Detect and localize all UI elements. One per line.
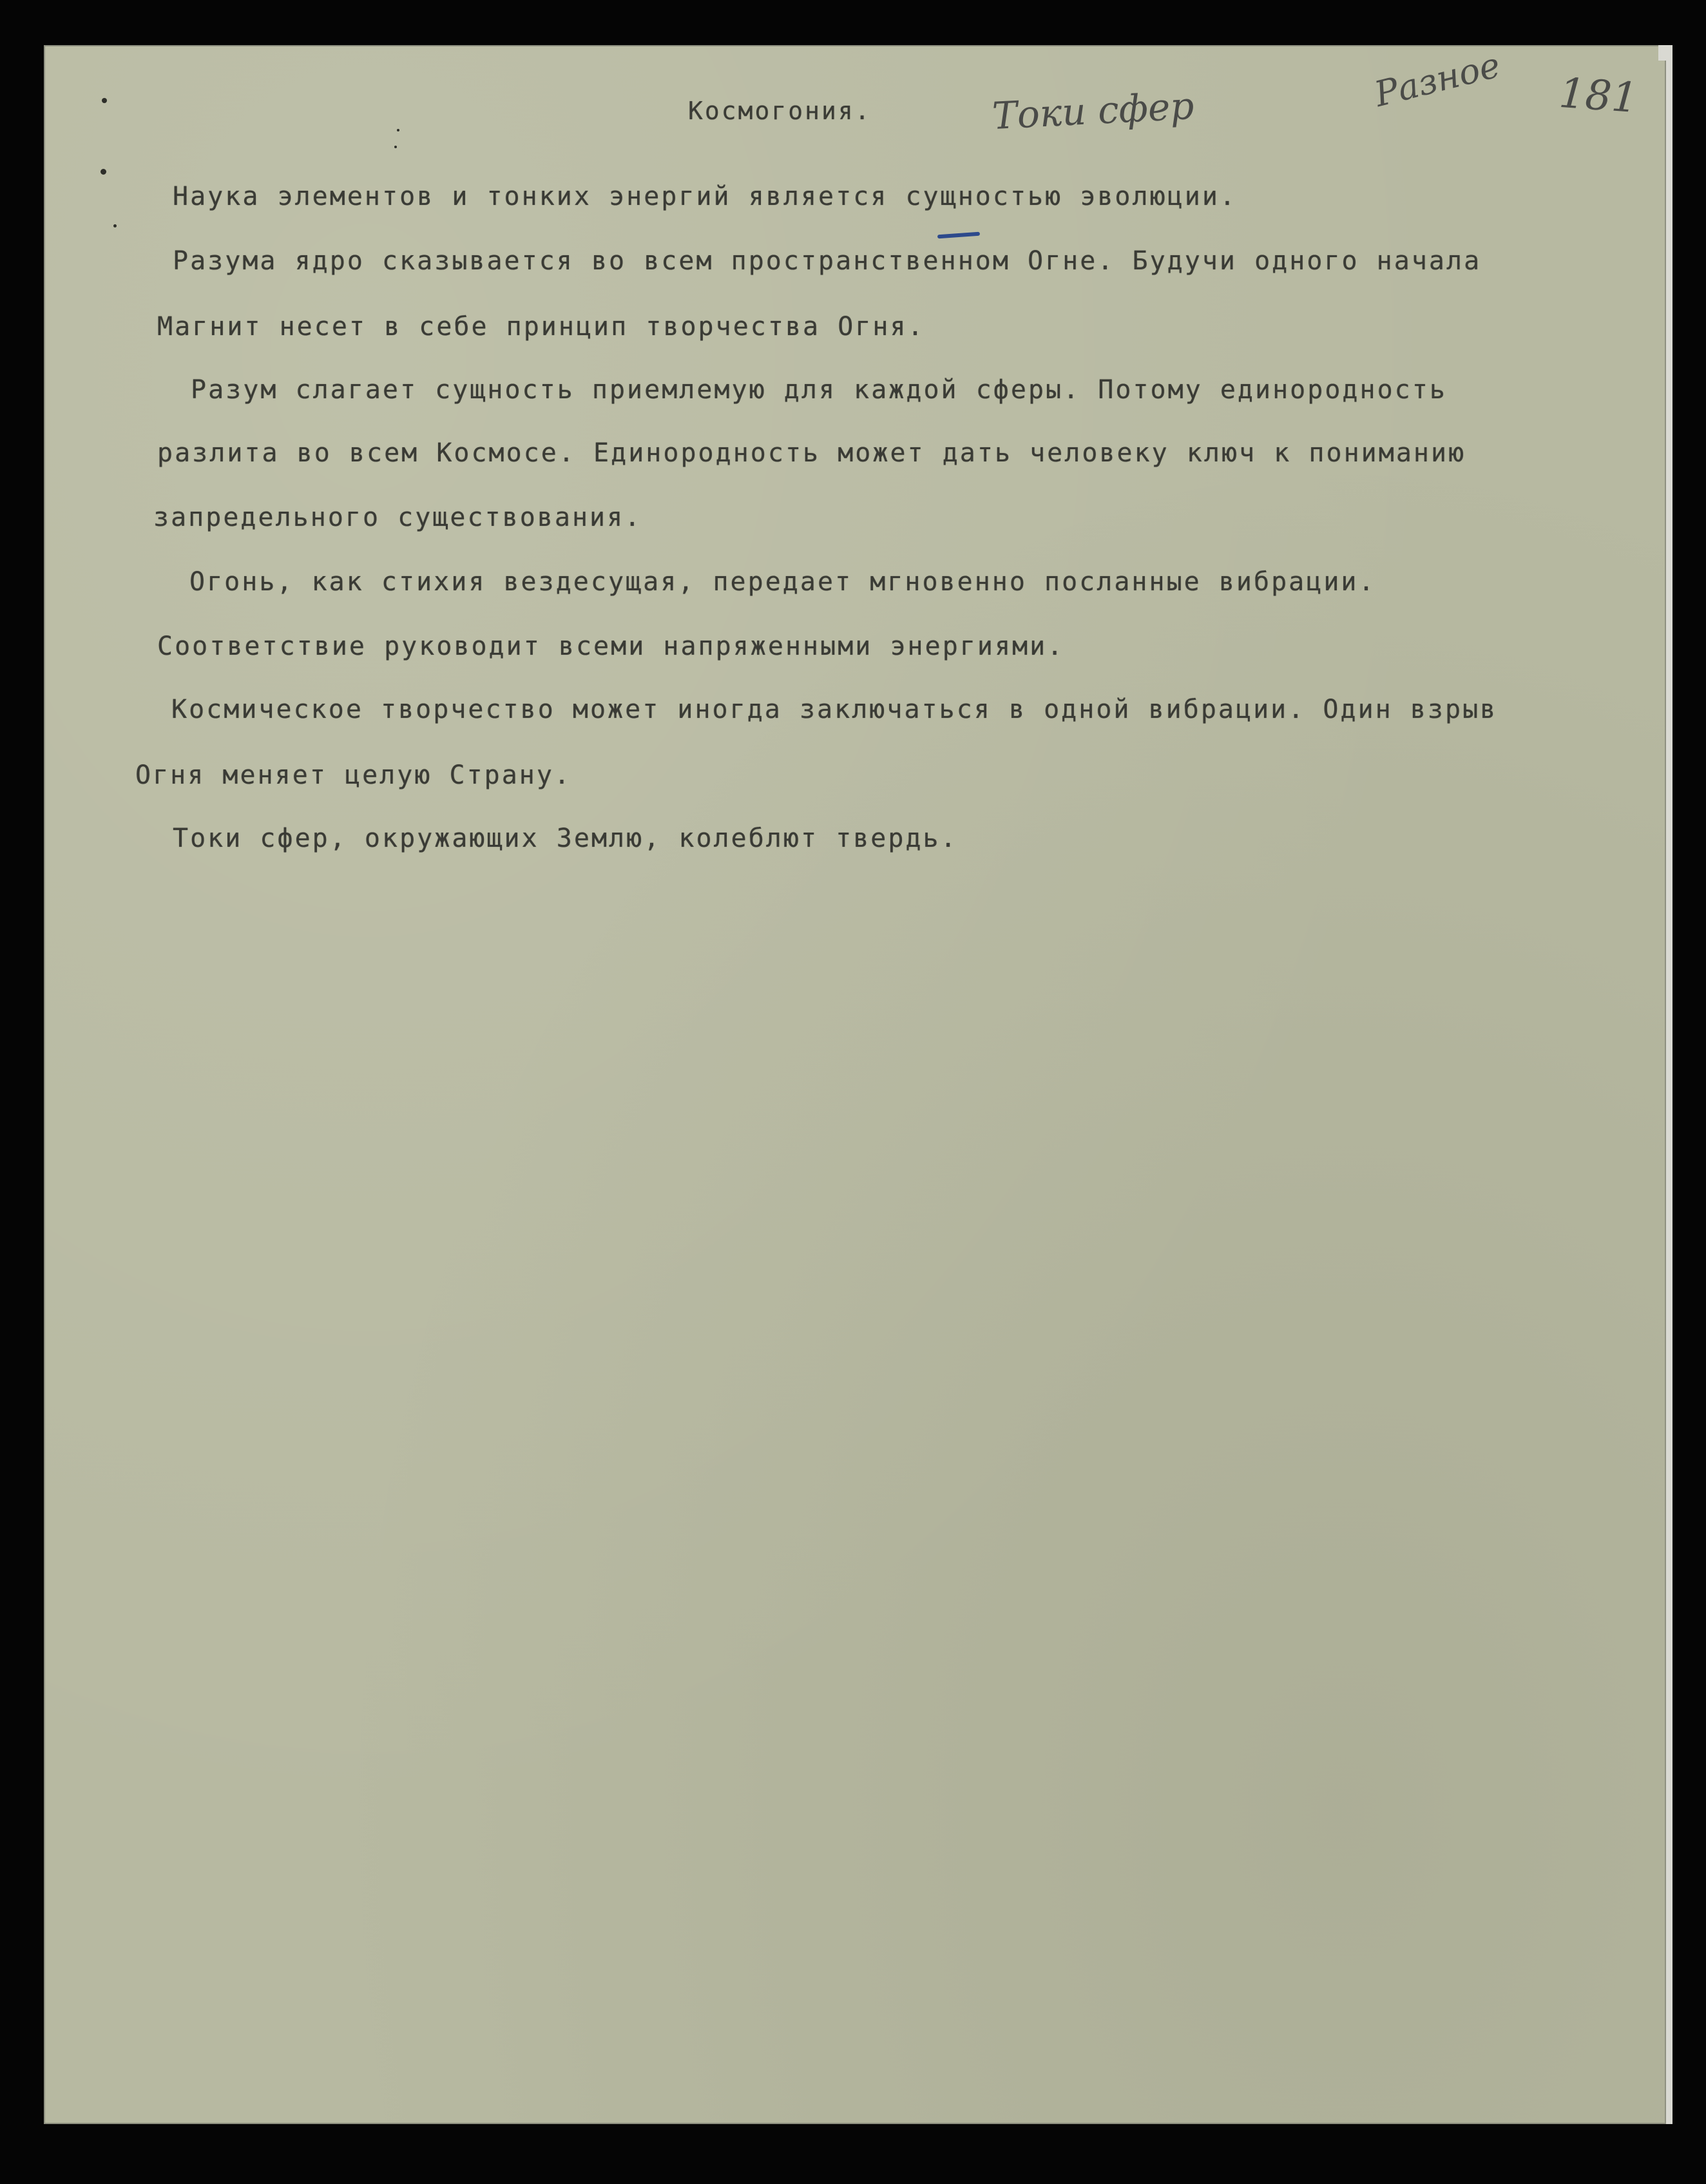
text-line: Разум слагает сущность приемлемую для каждой сферы. Потому единородность [191, 375, 1447, 405]
text-line: Огня меняет целую Страну. [135, 760, 572, 790]
margin-mark [397, 129, 399, 131]
text-line: Огонь, как стихия вездесущая, передает мгновенно посланные вибрации. [189, 567, 1376, 597]
margin-mark [101, 169, 106, 175]
folio-number: 181 [1557, 69, 1640, 123]
margin-mark [394, 146, 397, 148]
text-line: Наука элементов и тонких энергий является сущностью эволюции. [173, 182, 1238, 211]
handwritten-note: Токи сфер [991, 83, 1195, 139]
text-line: Разума ядро сказывается во всем пространственном Огне. Будучи одного начала [173, 246, 1482, 276]
text-line: разлита во всем Космосе. Единородность может дать человеку ключ к пониманию [157, 438, 1466, 468]
page-corner [1658, 45, 1672, 61]
text-line: Соответствие руководит всеми напряженными энергиями. [157, 632, 1065, 661]
text-line: Магнит несет в себе принцип творчества Огня. [157, 312, 925, 342]
text-line: Токи сфер, окружающих Землю, колеблют твердь. [173, 824, 958, 853]
document-page [44, 45, 1666, 2124]
page-edge [1666, 45, 1672, 2124]
margin-mark [102, 98, 107, 103]
document-title: Космогония. [688, 97, 872, 125]
text-line: Космическое творчество может иногда заключаться в одной вибрации. Один взрыв [171, 695, 1498, 724]
text-line: запредельного существования. [153, 503, 642, 532]
handwritten-corner-note: Разное [1370, 44, 1504, 115]
margin-mark [113, 224, 117, 227]
